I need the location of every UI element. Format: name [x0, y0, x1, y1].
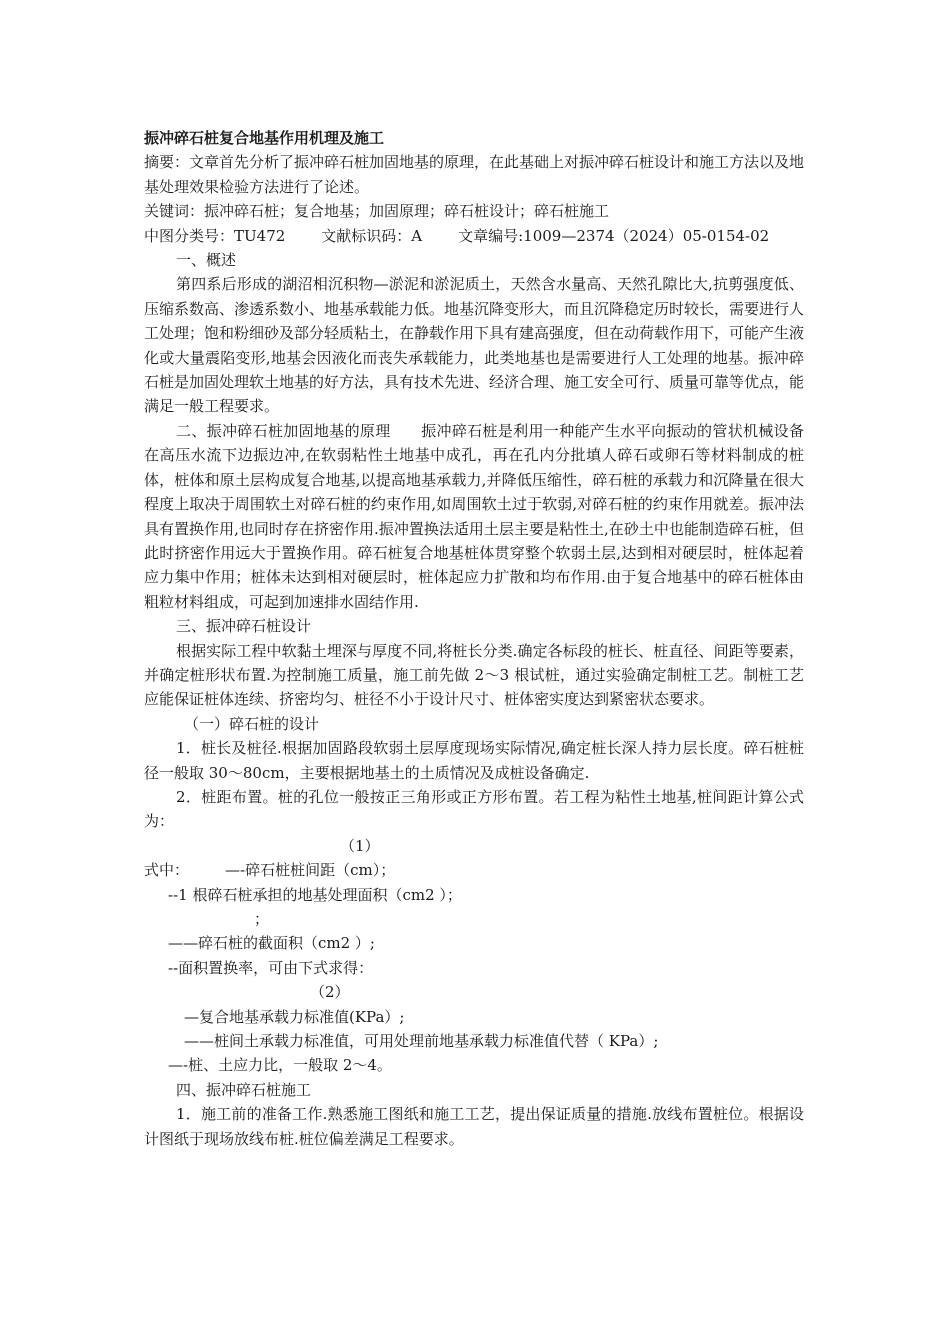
section-heading-design: 三、振冲碎石桩设计 — [176, 617, 312, 636]
where-replacement-ratio: --面积置换率，可由下式求得： — [168, 958, 374, 977]
clc-number: 中图分类号：TU472 — [144, 226, 286, 245]
where-soil-bearing: ——桩间土承载力标准值，可用处理前地基承载力标准值代替（ KPa）; — [184, 1032, 659, 1051]
where-line — [144, 858, 804, 882]
where-area: --1 根碎石桩承担的地基处理面积（cm2 ）； — [168, 885, 462, 904]
document-page — [144, 126, 804, 1151]
design-paragraph: 根据实际工程中软黏土埋深与厚度不同,将桩长分类.确定各标段的桩长、桩直径、间距等要素，并确定桩形状布置.为控制施工质量，施工前先做 2～3 根试桩，通过实验确定制桩工艺。制桩工艺应能保证桩体连续、挤密均匀、桩径不小于设计尺寸、桩体密实度达到紧密状态要求。 — [144, 641, 804, 709]
article-number: 文章编号:1009—2374（2024）05-0154-02 — [458, 226, 770, 245]
where-composite-bearing: —复合地基承载力标准值(KPa）; — [184, 1007, 405, 1026]
equation-1-number: （1） — [340, 836, 380, 855]
construction-item-1: 1．施工前的准备工作.熟悉施工图纸和施工工艺，提出保证质量的措施.放线布置桩位。根据设计图纸于现场放线布桩.桩位偏差满足工程要求。 — [144, 1105, 804, 1148]
where-pile-area: ——碎石桩的截面积（cm2 ）; — [168, 934, 375, 953]
equation-2-number: （2） — [310, 983, 350, 1002]
design-item-1: 1．桩长及桩径.根据加固路段软弱土层厚度现场实际情况,确定桩长深人持力层长度。碎石桩桩径一般取 30～80cm，主要根据地基土的土质情况及成桩设备确定. — [144, 739, 804, 782]
where-spacing: —-碎石桩桩间距（cm）； — [225, 861, 396, 880]
where-stress-ratio: —-桩、土应力比，一般取 2～4。 — [168, 1056, 392, 1075]
article-title: 振冲碎石桩复合地基作用机理及施工 — [144, 129, 385, 147]
section-heading-construction: 四、振冲碎石桩施工 — [176, 1080, 312, 1099]
subsection-heading-pile-design: （一）碎石桩的设计 — [184, 714, 320, 733]
classification-line — [144, 224, 804, 248]
where-label: 式中： — [144, 861, 190, 880]
principle-paragraph: 二、振冲碎石桩加固地基的原理 振冲碎石桩是利用一种能产生水平向振动的管状机械设备在高压水流下边振边冲,在软弱粘性土地基中成孔，再在孔内分批填人碎石或卵石等材料制成的桩体，桩体和原土层构成复合地基,以提高地基承载力,并降低压缩性，碎石桩的承载力和沉降量在很大程度上取决于周围软土对碎石桩的约束作用,如周围软土过于软弱,对碎石桩的约束作用就差。振冲法具有置换作用,也同时存在挤密作用.振冲置换法适用土层主要是粘性土,在砂土中也能制造碎石桩，但此时挤密作用远大于置换作用。碎石桩复合地基桩体贯穿整个软弱土层,达到相对硬层时，桩体起着应力集中作用；桩体未达到相对硬层时，桩体起应力扩散和均布作用.由于复合地基中的碎石桩体由粗粒材料组成，可起到加速排水固结作用. — [144, 421, 804, 611]
section-heading-overview: 一、概述 — [176, 251, 237, 270]
design-item-2: 2．桩距布置。桩的孔位一般按正三角形或正方形布置。若工程为粘性土地基,桩间距计算公式为： — [144, 787, 804, 831]
where-semicolon: ； — [254, 910, 270, 928]
keywords: 关键词：振冲碎石桩；复合地基；加固原理；碎石桩设计；碎石桩施工 — [144, 202, 610, 221]
document-code: 文献标识码：A — [321, 226, 423, 245]
overview-paragraph: 第四系后形成的湖沼相沉积物—淤泥和淤泥质土，天然含水量高、天然孔隙比大,抗剪强度低、压缩系数高、渗透系数小、地基承载能力低。地基沉降变形大，而且沉降稳定历时较长，需要进行人工处理；饱和粉细砂及部分轻质粘土，在静载作用下具有建高强度，但在动荷载作用下，可能产生液化或大量震陷变形,地基会因液化而丧失承载能力，此类地基也是需要进行人工处理的地基。振冲碎石桩是加固处理软土地基的好方法，具有技术先进、经济合理、施工安全可行、质量可靠等优点，能满足一般工程要求。 — [144, 275, 805, 416]
abstract: 摘要：文章首先分析了振冲碎石桩加固地基的原理，在此基础上对振冲碎石桩设计和施工方法以及地基处理效果检验方法进行了论述。 — [144, 153, 805, 196]
